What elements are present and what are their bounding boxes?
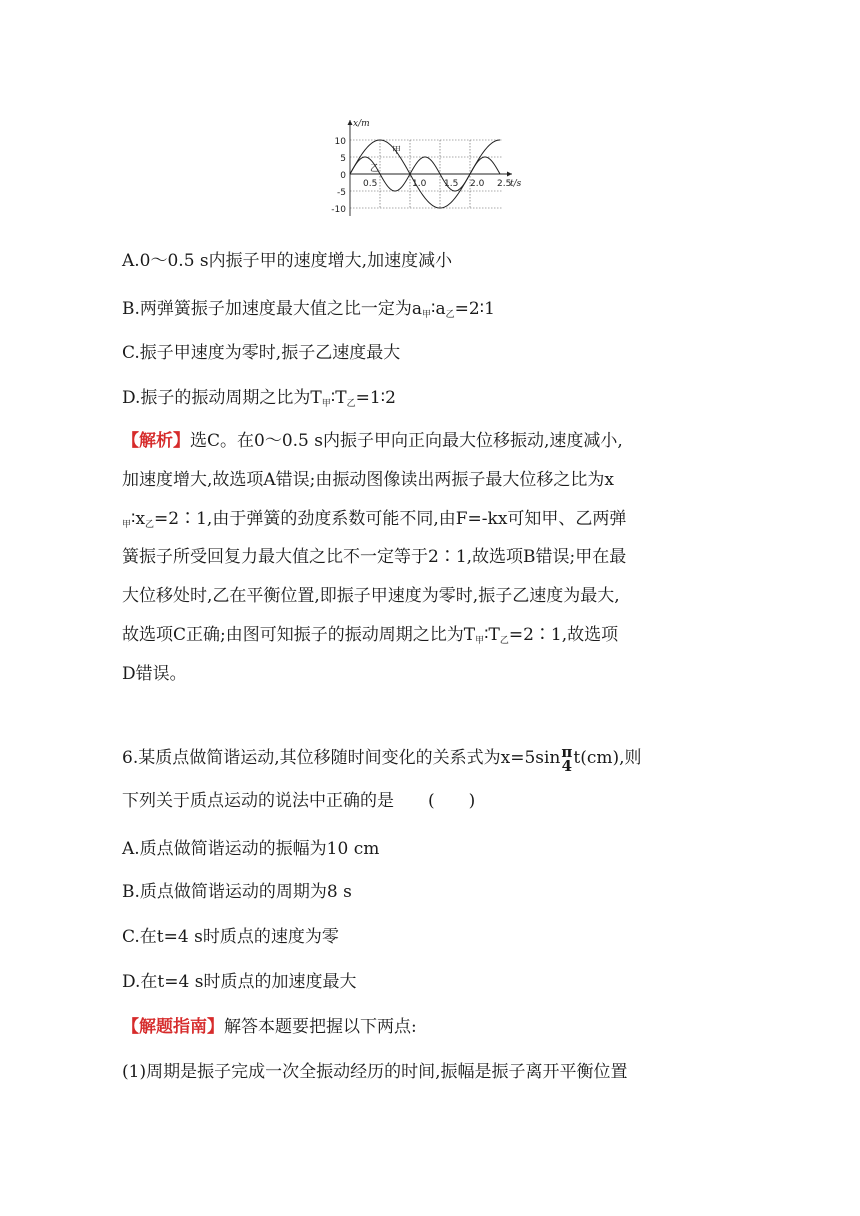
analysis-line-3: $_甲∶x_乙=2∶1$,由于弹簧的劲度系数可能不同,由F=-kx可知甲、乙两弹 bbox=[122, 508, 627, 530]
y-tick-0: 0 bbox=[340, 171, 346, 181]
pi-over-4-fraction: π 4 bbox=[561, 742, 573, 775]
curve-yi-label: 乙 bbox=[370, 164, 380, 174]
x-axis-arrow bbox=[348, 120, 353, 125]
analysis-line-4: 簧振子所受回复力最大值之比不一定等于2∶1,故选项B错误;甲在最 bbox=[122, 547, 627, 568]
x-tick-1-5: 1.5 bbox=[444, 179, 459, 189]
q6-option-a: A.质点做简谐运动的振幅为10 cm bbox=[122, 839, 380, 859]
y-axis-label: x/m bbox=[353, 119, 370, 129]
curve-jia-label: 甲 bbox=[392, 146, 402, 156]
y-tick-neg10: -10 bbox=[331, 205, 346, 215]
guide-point-1: (1)周期是振子完成一次全振动经历的时间,振幅是振子离开平衡位置 bbox=[122, 1062, 628, 1082]
analysis-line-2: 加速度增大,故选项A错误;由振动图像读出两振子最大位移之比为x bbox=[122, 469, 614, 490]
analysis-line-1: 【解析】选C。在0～0.5 s内振子甲向正向最大位移振动,速度减小, bbox=[122, 431, 623, 451]
y-tick-neg5: -5 bbox=[337, 188, 346, 198]
q6-option-d: D.在t=4 s时质点的加速度最大 bbox=[122, 972, 357, 992]
vibration-graph bbox=[322, 112, 522, 222]
y-tick-10: 10 bbox=[334, 137, 346, 147]
x-tick-1-0: 1.0 bbox=[412, 179, 427, 189]
analysis-line-5: 大位移处时,乙在平衡位置,即振子甲速度为零时,振子乙速度为最大, bbox=[122, 586, 620, 607]
x-tick-2-0: 2.0 bbox=[470, 179, 485, 189]
q6-option-c: C.在t=4 s时质点的速度为零 bbox=[122, 927, 339, 947]
q5-option-a: A.0～0.5 s内振子甲的速度增大,加速度减小 bbox=[122, 251, 453, 271]
x-axis-label: t/s bbox=[510, 179, 522, 189]
q5-option-d: D.振子的振动周期之比为$T_甲∶T_乙=1∶2$ bbox=[122, 388, 396, 409]
guide-tag: 【解题指南】 bbox=[122, 1017, 224, 1037]
x-tick-0-5: 0.5 bbox=[363, 179, 378, 189]
q6-option-b: B.质点做简谐运动的周期为8 s bbox=[122, 882, 352, 902]
t-axis-arrow bbox=[507, 172, 512, 177]
guide-line: 【解题指南】解答本题要把握以下两点: bbox=[122, 1017, 417, 1037]
x-tick-2-5: 2.5 bbox=[497, 179, 512, 189]
q6-stem-line-1: 6.某质点做简谐运动,其位移随时间变化的关系式为x=5sin π 4 t(cm),则 bbox=[122, 742, 642, 775]
analysis-line-7: D错误。 bbox=[122, 663, 187, 684]
analysis-line-6: 故选项C正确;由图可知振子的振动周期之比为$T_甲∶T_乙=2∶1$,故选项 bbox=[122, 624, 619, 646]
q5-option-b: B.两弹簧振子加速度最大值之比一定为$a_甲∶a_乙=2∶1$ bbox=[122, 299, 495, 320]
y-tick-5: 5 bbox=[340, 154, 346, 164]
q5-option-c: C.振子甲速度为零时,振子乙速度最大 bbox=[122, 343, 401, 363]
analysis-tag: 【解析】 bbox=[122, 431, 190, 451]
analysis-block bbox=[122, 422, 742, 694]
q6-stem-line-2: 下列关于质点运动的说法中正确的是 ( ) bbox=[122, 791, 476, 811]
